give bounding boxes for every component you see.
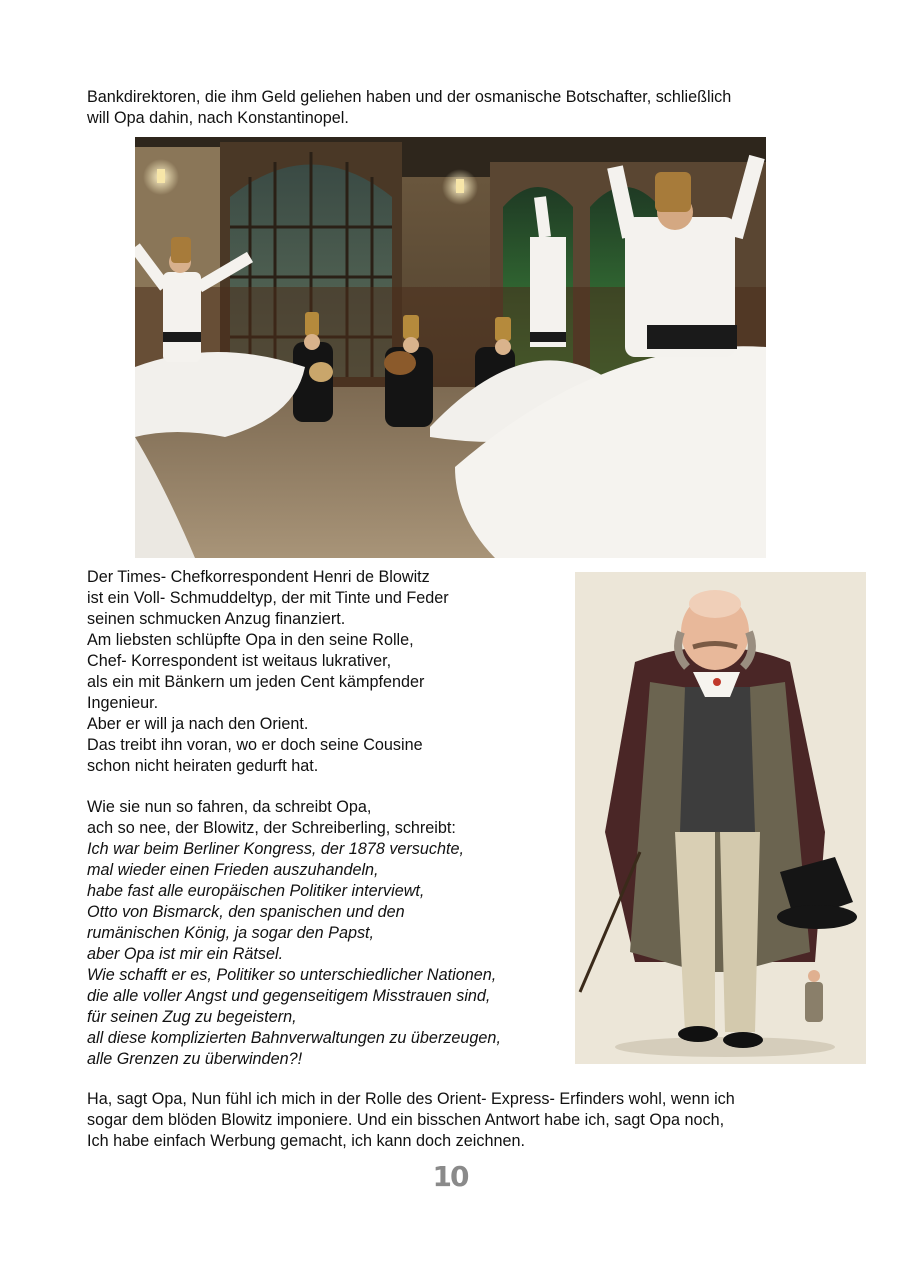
quote-line: habe fast alle europäischen Politiker interviewt, [87, 882, 425, 900]
whirling-dervishes-photo [135, 137, 766, 558]
quote-line: all diese komplizierten Bahnverwaltungen zu überzeugen, [87, 1029, 501, 1047]
quote-line: Wie schafft er es, Politiker so unterschiedlicher Nationen, [87, 966, 497, 984]
text-line: Wie sie nun so fahren, da schreibt Opa, [87, 798, 372, 816]
text-line: will Opa dahin, nach Konstantinopel. [87, 109, 349, 127]
text-line: ist ein Voll- Schmuddeltyp, der mit Tinte und Feder [87, 589, 449, 607]
page-number: 10 [432, 1160, 468, 1193]
quote-line: Otto von Bismarck, den spanischen und den [87, 903, 405, 921]
quote-line: mal wieder einen Frieden auszuhandeln, [87, 861, 379, 879]
text-line: als ein mit Bänkern um jeden Cent kämpfender [87, 673, 425, 691]
text-line: Das treibt ihn voran, wo er doch seine Cousine [87, 736, 423, 754]
text-line: seinen schmucken Anzug finanziert. [87, 610, 346, 628]
quote-line: aber Opa ist mir ein Rätsel. [87, 945, 284, 963]
quote-line: für seinen Zug zu begeistern, [87, 1008, 297, 1026]
quote-line: rumänischen König, ja sogar den Papst, [87, 924, 375, 942]
text-line: schon nicht heiraten gedurft hat. [87, 757, 319, 775]
text-line: Ha, sagt Opa, Nun fühl ich mich in der Rolle des Orient- Express- Erfinders wohl, wenn ich [87, 1090, 735, 1108]
quote-line: alle Grenzen zu überwinden?! [87, 1050, 303, 1068]
text-line: Am liebsten schlüpfte Opa in den seine Rolle, [87, 631, 414, 649]
blowitz-caricature-portrait [575, 572, 866, 1064]
text-line: Aber er will ja nach den Orient. [87, 715, 309, 733]
text-line: Chef- Korrespondent ist weitaus lukrativer, [87, 652, 392, 670]
text-line: ach so nee, der Blowitz, der Schreiberling, schreibt: [87, 819, 456, 837]
text-line: sogar dem blöden Blowitz imponiere. Und ein bisschen Antwort habe ich, sagt Opa noch, [87, 1111, 725, 1129]
quote-line: Ich war beim Berliner Kongress, der 1878 versuchte, [87, 840, 464, 858]
text-line: Ingenieur. [87, 694, 159, 712]
quote-line: die alle voller Angst und gegenseitigem Misstrauen sind, [87, 987, 491, 1005]
text-line: Ich habe einfach Werbung gemacht, ich kann doch zeichnen. [87, 1132, 525, 1150]
text-line: Bankdirektoren, die ihm Geld geliehen haben und der osmanische Botschafter, schließlich [87, 88, 732, 106]
text-line: Der Times- Chefkorrespondent Henri de Blowitz [87, 568, 430, 586]
